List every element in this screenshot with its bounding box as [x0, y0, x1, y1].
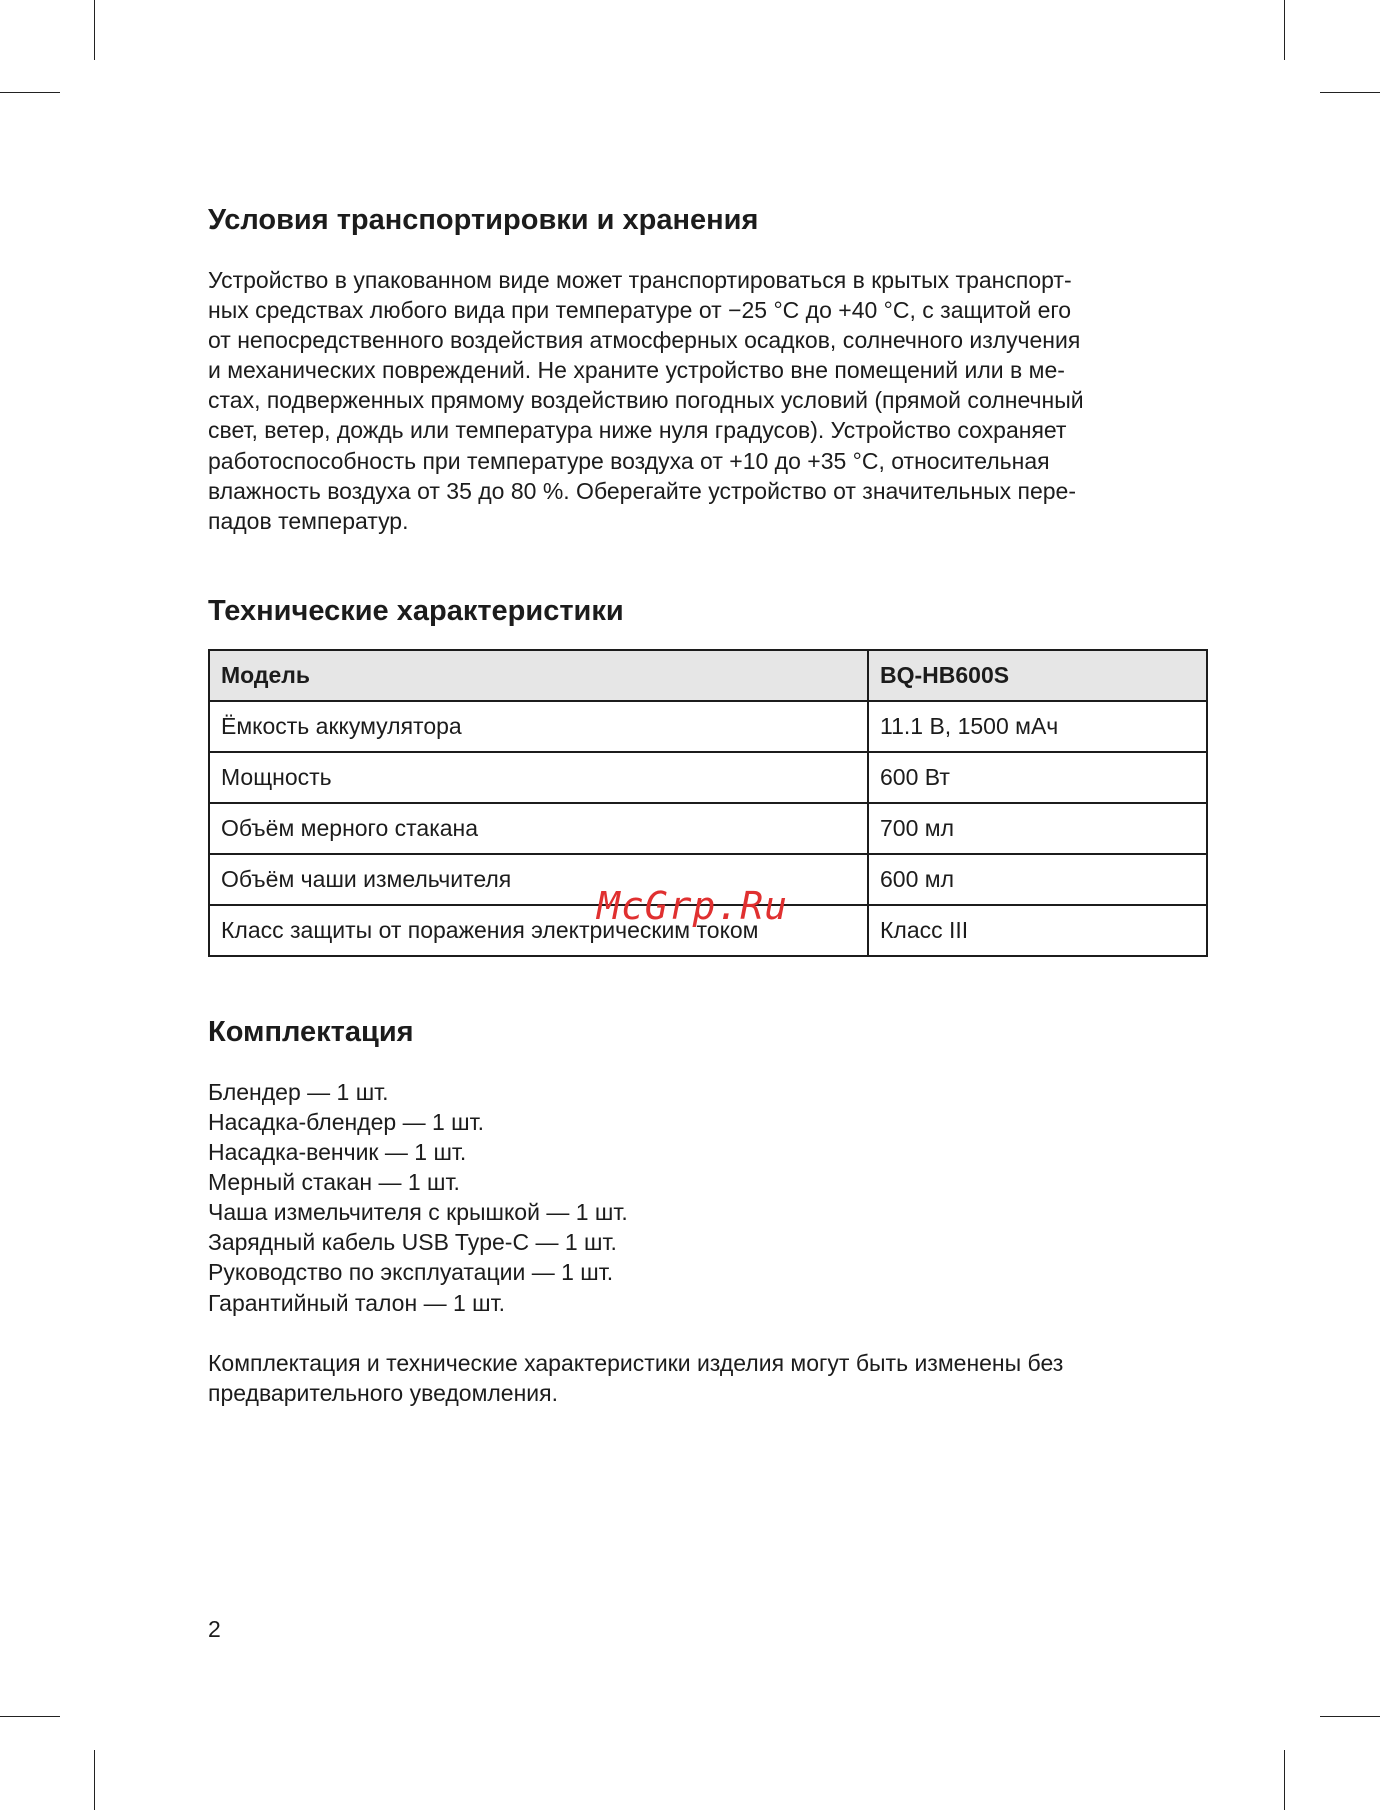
crop-mark-top-left-vertical [94, 0, 95, 60]
table-header-row [209, 650, 1207, 701]
note-line: Комплектация и технические характеристики изделия могут быть изменены без [208, 1349, 1064, 1376]
kit-note-paragraph [208, 1348, 1208, 1408]
table-row [209, 752, 1207, 803]
transport-line: Устройство в упакованном виде может транспортироваться в крытых транспорт- [208, 267, 1072, 293]
page-content [208, 195, 1208, 1408]
list-item: Блендер — 1 шт. [208, 1078, 389, 1105]
kit-list [208, 1077, 1208, 1318]
watermark: McGrp.Ru [597, 884, 789, 928]
table-cell-label: Мощность [209, 752, 868, 803]
table-row [209, 803, 1207, 854]
table-cell-value: 700 мл [868, 803, 1207, 854]
table-cell-label: Модель [209, 650, 868, 701]
table-cell-label: Объём чаши измельчителя [209, 854, 868, 905]
table-cell-label: Ёмкость аккумулятора [209, 701, 868, 752]
table-cell-value: 11.1 В, 1500 мАч [868, 701, 1207, 752]
note-line: предварительного уведомления. [208, 1379, 558, 1406]
list-item: Зарядный кабель USB Type-C — 1 шт. [208, 1229, 617, 1256]
transport-line: падов температур. [208, 507, 409, 534]
crop-mark-top-right-vertical [1284, 0, 1285, 60]
list-item: Гарантийный талон — 1 шт. [208, 1289, 505, 1316]
list-item: Насадка-блендер — 1 шт. [208, 1108, 484, 1135]
crop-mark-bottom-left-horizontal [0, 1716, 60, 1717]
table-cell-label: Класс защиты от поражения электрическим током [209, 905, 868, 956]
table-cell-value: BQ-HB600S [868, 650, 1207, 701]
list-item: Руководство по эксплуатации — 1 шт. [208, 1259, 614, 1286]
specs-section-title: Технические характеристики [208, 594, 624, 627]
transport-section-title: Условия транспортировки и хранения [208, 204, 759, 236]
transport-line: стах, подверженных прямому воздействию погодных условий (прямой солнечный [208, 387, 1084, 414]
transport-line: влажность воздуха от 35 до 80 %. Оберегайте устройство от значительных пере- [208, 477, 1076, 504]
crop-mark-bottom-left-vertical [94, 1750, 95, 1810]
page-number: 2 [208, 1616, 221, 1642]
table-cell-value: 600 Вт [868, 752, 1207, 803]
transport-line: работоспособность при температуре воздуха от +10 до +35 °C, относительная [208, 447, 1050, 474]
table-cell-value: Класс III [868, 905, 1207, 956]
transport-line: и механических повреждений. Не храните устройство вне помещений или в ме- [208, 357, 1065, 384]
crop-mark-bottom-right-horizontal [1320, 1716, 1380, 1717]
transport-line: ных средствах любого вида при температуре от −25 °C до +40 °C, с защитой его [208, 297, 1072, 324]
table-row [209, 701, 1207, 752]
crop-mark-bottom-right-vertical [1284, 1750, 1285, 1810]
transport-paragraph [208, 265, 1208, 536]
transport-line: свет, ветер, дождь или температура ниже нуля градусов). Устройство сохраняет [208, 417, 1067, 444]
list-item: Мерный стакан — 1 шт. [208, 1169, 460, 1196]
kit-section-title: Комплектация [208, 1015, 414, 1048]
crop-mark-top-right-horizontal [1320, 92, 1380, 93]
list-item: Насадка-венчик — 1 шт. [208, 1139, 467, 1166]
table-cell-value: 600 мл [868, 854, 1207, 905]
list-item: Чаша измельчителя с крышкой — 1 шт. [208, 1199, 628, 1226]
transport-line: от непосредственного воздействия атмосферных осадков, солнечного излучения [208, 327, 1081, 354]
table-cell-label: Объём мерного стакана [209, 803, 868, 854]
crop-mark-top-left-horizontal [0, 92, 60, 93]
